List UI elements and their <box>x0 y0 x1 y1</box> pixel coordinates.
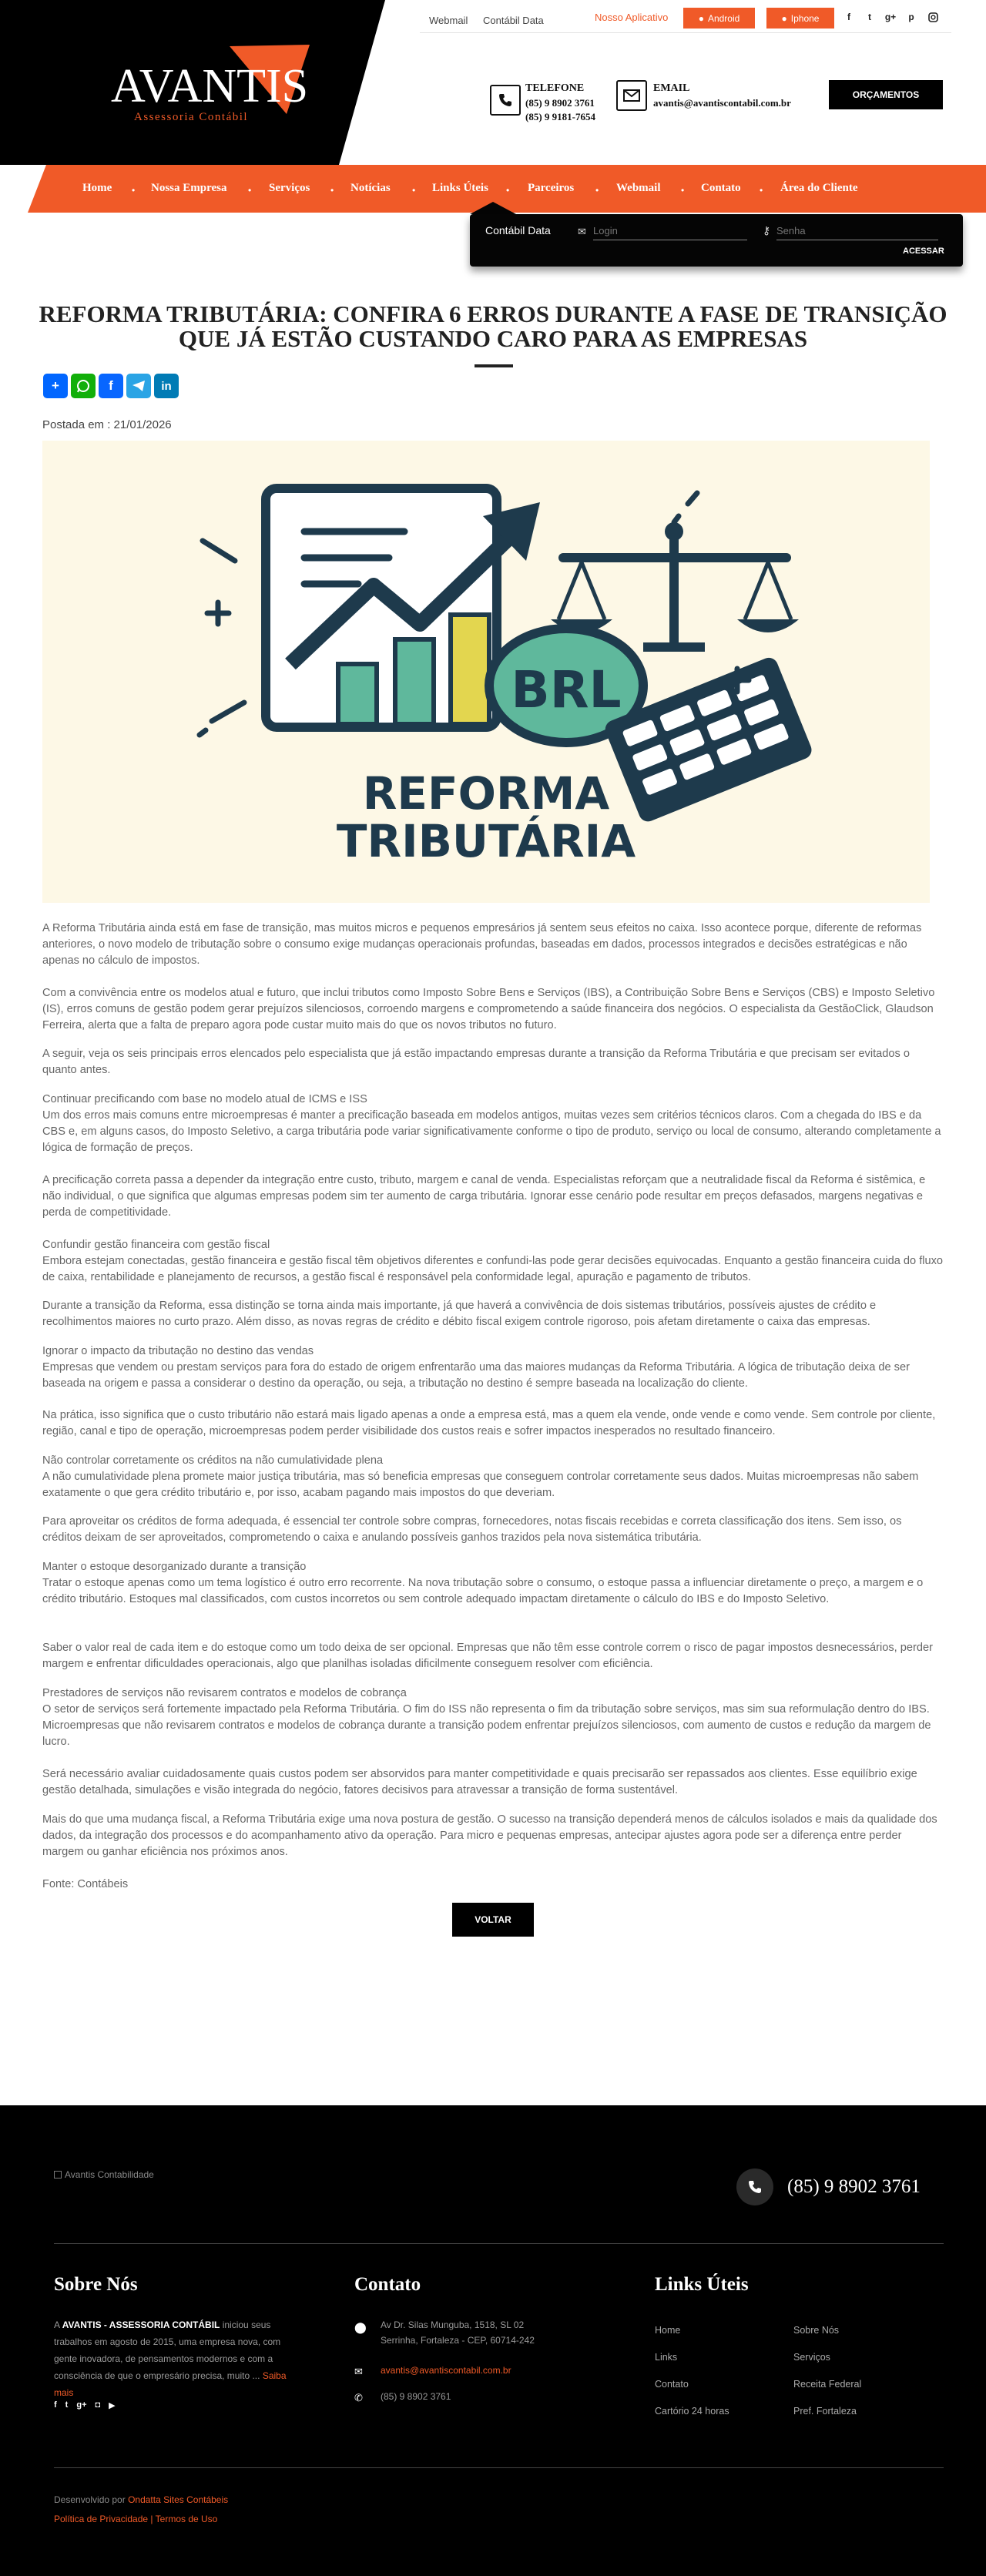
article-paragraph: Durante a transição da Reforma, essa distinção se torna ainda mais importante, já que haverá a convivência de dois sistemas tributários, possíveis ajustes de crédito e recolhimentos maiores no curto prazo. Além disso, as novas regras de crédito e débito fiscal exigem controle rigoroso, pois afetam diretamente o caixa das empresas. <box>42 1300 877 1328</box>
nav-separator: • <box>330 185 334 196</box>
about-brand: AVANTIS - ASSESSORIA CONTÁBIL <box>62 2319 220 2330</box>
nav-parceiros[interactable]: Parceiros <box>528 182 575 194</box>
footer-divider <box>54 2243 944 2244</box>
footer-link-receita-federal[interactable]: Receita Federal <box>793 2379 862 2390</box>
nav-nossa-empresa[interactable]: Nossa Empresa <box>151 182 227 194</box>
legal-separator: | <box>148 2514 156 2524</box>
envelope-icon: ✉ <box>354 2366 363 2377</box>
facebook-share-icon[interactable]: f <box>99 374 123 398</box>
about-body: iniciou seus trabalhos em agosto de 2015, uma empresa nova, com gente inovadora, de pensamentos modernos e com a consciência de que o empresário precisa, muito ... <box>54 2319 281 2381</box>
login-system-label: Contábil Data <box>485 224 551 236</box>
nav-separator: • <box>412 185 416 196</box>
posted-date: Postada em : 21/01/2026 <box>42 418 172 431</box>
legal-links <box>54 2514 217 2524</box>
hero-word-tributaria: TRIBUTÁRIA <box>336 815 636 867</box>
nav-separator: • <box>681 185 685 196</box>
avantis-logo[interactable] <box>108 40 331 132</box>
article-paragraph: Saber o valor real de cada item e do estoque como um todo deixa de ser opcional. Empresas que não têm esse controle correm o risco de pagar impostos desnecessários, perder margem e enfrentar dificuldades operacionais, algo que planilhas isoladas dificilmente conseguem resolver com eficiência. <box>42 1642 933 1670</box>
footer-address-line-2: Serrinha, Fortaleza - CEP, 60714-242 <box>381 2335 535 2346</box>
hero-word-reforma: REFORMA <box>362 767 610 820</box>
android-button[interactable] <box>683 8 755 29</box>
footer-link-pref-fortaleza[interactable]: Pref. Fortaleza <box>793 2406 857 2417</box>
broken-image-icon <box>54 2171 62 2179</box>
app-label: Nosso Aplicativo <box>595 12 669 23</box>
telegram-icon[interactable] <box>126 374 151 398</box>
login-input[interactable] <box>593 222 747 240</box>
nav-separator: • <box>248 185 252 196</box>
android-icon: ● <box>698 12 704 24</box>
nav-home[interactable]: Home <box>82 182 112 194</box>
title-line-1: REFORMA TRIBUTÁRIA: CONFIRA 6 ERROS DURANTE A FASE DE TRANSIÇÃO <box>39 300 947 327</box>
nav-contato[interactable]: Contato <box>701 182 741 194</box>
developer-link[interactable]: Ondatta Sites Contábeis <box>128 2494 229 2505</box>
article-paragraph: Ignorar o impacto da tributação no destino das vendas Empresas que vendem ou prestam serviços para fora do estado de origem enfrentarão uma das maiores mudanças da Reforma Tributária. A lógica de tributação deixa de ser baseada na origem e passa a considerar o destino da operação, ou seja, a tributação no destino é sempre baseada na localização do cliente. <box>42 1345 910 1390</box>
login-caret <box>470 202 516 214</box>
nav-webmail[interactable]: Webmail <box>616 182 661 194</box>
voltar-button[interactable]: VOLTAR <box>452 1903 534 1937</box>
footer <box>0 2105 986 2576</box>
nav-noticias[interactable]: Notícias <box>350 182 391 194</box>
dev-prefix: Desenvolvido por <box>54 2494 129 2505</box>
key-icon: ⚷ <box>763 224 771 236</box>
footer-email[interactable]: avantis@avantiscontabil.com.br <box>381 2365 511 2376</box>
title-line-2: QUE JÁ ESTÃO CUSTANDO CARO PARA AS EMPRESAS <box>178 325 808 352</box>
instagram-icon[interactable]: ◘ <box>95 2400 101 2410</box>
footer-logo[interactable] <box>54 2169 154 2180</box>
footer-phone[interactable]: (85) 9 8902 3761 <box>787 2176 921 2197</box>
youtube-icon[interactable]: ▶ <box>109 2401 116 2410</box>
contabil-data-link[interactable]: Contábil Data <box>483 15 544 26</box>
instagram-icon[interactable] <box>927 11 939 23</box>
article-paragraph: Prestadores de serviços não revisarem contratos e modelos de cobrança O setor de serviços será fortemente impactado pela Reforma Tributária. O fim do ISS não representa o fim da tributação sobre serviços, mas sim sua reformulação dentro do IBS. Microempresas que não revisarem contratos e modelos de cobrança durante a transição podem enfrentar prejuízos silenciosos, com aumento de custos e redução da margem de lucro. <box>42 1687 931 1748</box>
saiba-mais-link[interactable]: Saiba mais <box>54 2370 287 2398</box>
nav-servicos[interactable]: Serviços <box>269 182 310 194</box>
article-paragraph: A seguir, veja os seis principais erros elencados pelo especialista que já estão impactando empresas durante a transição da Reforma Tributária e que precisam ser evitados o quanto antes. <box>42 1048 910 1076</box>
about-prefix: A <box>54 2319 62 2330</box>
article-paragraph: A Reforma Tributária ainda está em fase de transição, mas muitos micros e pequenos empresários já sentem seus efeitos no caixa. Isso acontece porque, diferente de reformas anteriores, o novo modelo de tributação sobre o consumo exige mudanças operacionais profundas, baseadas em dados, processos integrados e decisões estratégicas e não apenas no cálculo de impostos. <box>42 922 922 967</box>
article-source: Fonte: Contábeis <box>42 1878 129 1890</box>
google-plus-icon[interactable]: g+ <box>76 2400 87 2410</box>
email-label: EMAIL <box>653 82 690 94</box>
footer-link-home[interactable]: Home <box>655 2325 681 2336</box>
footer-social-icons <box>54 2400 116 2410</box>
article-paragraph: Com a convivência entre os modelos atual e futuro, que inclui tributos como Imposto Sobre Bens e Serviços (IBS), a Contribuição Sobre Bens e Serviços (CBS) e Imposto Seletivo (IS), erros comuns de gestão podem gerar prejuízos silenciosos, corroendo margens e comprometendo a saúde financeira dos negócios. O especialista da GestãoClick, Glaudson Ferreira, alerta que a falta de preparo agora pode custar muito mais do que os novos tributos no futuro. <box>42 987 935 1031</box>
acessar-button[interactable]: ACESSAR <box>903 247 944 256</box>
article-paragraph: Manter o estoque desorganizado durante a transição Tratar o estoque apenas como um tema logístico é outro erro recorrente. Na nova tributação sobre o consumo, o estoque passa a influenciar diretamente o preço, a margem e o crédito tributário. Estoques mal classificados, com custos incorretos ou sem controle adequado impactam diretamente o cálculo do IBS e do Imposto Seletivo. <box>42 1561 924 1605</box>
twitter-icon[interactable]: t <box>868 12 871 22</box>
hero-image <box>42 441 930 903</box>
iphone-label: Iphone <box>790 12 820 24</box>
logo-subtitle: Assessoria Contábil <box>134 111 249 123</box>
phone-label: TELEFONE <box>525 82 585 94</box>
footer-logo-alt: Avantis Contabilidade <box>65 2169 154 2180</box>
article-paragraph: Será necessário avaliar cuidadosamente quais custos podem ser absorvidos para manter competitividade e quais precisarão ser repassados aos clientes. Esse equilíbrio exige gestão detalhada, simulações e visão integrada do negócio, fatores decisivos para atravessar a transição de forma sustentável. <box>42 1768 917 1796</box>
footer-link-sobre-nos[interactable]: Sobre Nós <box>793 2325 840 2336</box>
pinterest-icon[interactable]: p <box>908 12 914 22</box>
linkedin-icon[interactable]: in <box>154 374 179 398</box>
orcamentos-button[interactable]: ORÇAMENTOS <box>829 80 943 109</box>
twitter-icon[interactable]: t <box>65 2400 69 2410</box>
privacy-policy-link[interactable]: Política de Privacidade <box>54 2514 149 2524</box>
hero-currency-text: BRL <box>511 660 622 719</box>
webmail-link[interactable]: Webmail <box>429 15 468 26</box>
nav-separator: • <box>760 185 763 196</box>
whatsapp-icon[interactable] <box>71 374 96 398</box>
nav-separator: • <box>595 185 599 196</box>
terms-of-use-link[interactable]: Termos de Uso <box>155 2514 218 2524</box>
footer-links-title: Links Úteis <box>655 2274 749 2295</box>
google-plus-icon[interactable]: g+ <box>884 12 897 22</box>
footer-link-servicos[interactable]: Serviços <box>793 2352 830 2363</box>
envelope-icon: ✉ <box>578 226 586 237</box>
phone-icon: ✆ <box>354 2392 363 2403</box>
phone-icon <box>490 85 521 116</box>
login-panel <box>470 214 963 267</box>
map-pin-icon: ⬤ <box>354 2321 367 2333</box>
phone-number-1[interactable]: (85) 9 8902 3761 <box>525 97 595 109</box>
top-divider <box>420 32 951 33</box>
article-paragraph: Continuar precificando com base no modelo atual de ICMS e ISS Um dos erros mais comuns entre microempresas é manter a precificação baseada em modelos antigos, muitas vezes sem critérios técnicos claros. Com a chegada do IBS e da CBS e, em alguns casos, do Imposto Seletivo, a carga tributária pode variar significativamente conforme o tipo de produto, serviço ou local de consumo, alterando completamente a lógica de formação de preços. <box>42 1093 941 1154</box>
footer-address-line-1: Av Dr. Silas Munguba, 1518, SL 02 <box>381 2319 525 2330</box>
android-label: Android <box>707 12 740 24</box>
article-paragraph: A precificação correta passa a depender da integração entre custo, tributo, margem e canal de venda. Especialistas reforçam que a neutralidade fiscal da Reforma é sistêmica, e não individual, o que significa que algumas empresas podem sim ter aumento de carga tributária. Ignorar esse cenário pode resultar em preços defasados, margens negativas e perda de competitividade. <box>42 1174 926 1219</box>
email-icon <box>616 80 647 111</box>
footer-contact-title: Contato <box>354 2274 421 2295</box>
article-title <box>39 302 947 351</box>
facebook-icon[interactable]: f <box>54 2400 57 2410</box>
footer-link-links[interactable]: Links <box>655 2352 678 2363</box>
article-paragraph: Para aproveitar os créditos de forma adequada, é essencial ter controle sobre compras, fornecedores, notas fiscais recebidas e correta classificação dos itens. Sem isso, os créditos deixam de ser aproveitados, comprometendo o caixa e anulando possíveis ganhos trazidos pela nova sistemática tributária. <box>42 1515 902 1544</box>
footer-phone-small[interactable]: (85) 9 8902 3761 <box>381 2391 451 2402</box>
article-paragraph: Confundir gestão financeira com gestão fiscal Embora estejam conectadas, gestão financeira e gestão fiscal têm objetivos diferentes e confundi-las pode gerar decisões equivocadas. Enquanto a gestão financeira cuida do fluxo de caixa, rentabilidade e planejamento de recursos, a gestão fiscal é responsável pela conformidade legal, apuração e pagamento de tributos. <box>42 1239 944 1283</box>
footer-about-text <box>54 2316 300 2401</box>
article-paragraph: Na prática, isso significa que o custo tributário não estará mais ligado apenas a onde a empresa está, mas a quem ela vende, onde vende e como vende. Sem controle por cliente, região, canal e tipo de operação, microempresas podem perder visibilidade dos custos reais e sofrer impactos inesperados no resultado financeiro. <box>42 1409 936 1437</box>
iphone-button[interactable] <box>766 8 834 29</box>
email-address[interactable]: avantis@avantiscontabil.com.br <box>653 97 791 109</box>
nav-links-uteis[interactable]: Links Úteis <box>432 182 488 194</box>
share-icon[interactable]: + <box>43 374 68 398</box>
developer-credit <box>54 2494 228 2505</box>
phone-number-2[interactable]: (85) 9 9181-7654 <box>525 111 595 122</box>
nav-separator: • <box>132 185 136 196</box>
nav-separator: • <box>506 185 510 196</box>
footer-divider <box>54 2467 944 2468</box>
article-paragraph: Mais do que uma mudança fiscal, a Reforma Tributária exige uma nova postura de gestão. O sucesso na transição dependerá menos de cálculos isolados e mais da qualidade dos dados, da integração dos processos e do acompanhamento ativo da operação. Para micro e pequenas empresas, antecipar ajustes agora pode ser a diferença entre perder margem ou ganhar eficiência nos próximos anos. <box>42 1813 937 1858</box>
logo-brand-text: AVANTIS <box>111 60 309 112</box>
facebook-icon[interactable]: f <box>847 12 850 22</box>
apple-icon: ● <box>781 12 787 24</box>
footer-phone-icon <box>736 2168 773 2205</box>
footer-about-title: Sobre Nós <box>54 2274 138 2295</box>
password-input[interactable] <box>776 222 938 240</box>
footer-link-contato[interactable]: Contato <box>655 2379 689 2390</box>
article-paragraph: Não controlar corretamente os créditos na não cumulatividade plena A não cumulatividade plena promete maior justiça tributária, mas só beneficia empresas que conseguem controlar corretamente seus dados. Muitas microempresas não sabem exatamente o que gera crédito tributário e, por isso, acabam pagando mais impostos do que deveriam. <box>42 1454 919 1499</box>
title-underline <box>475 364 513 367</box>
nav-area-do-cliente[interactable]: Área do Cliente <box>780 182 858 194</box>
footer-link-cartorio[interactable]: Cartório 24 horas <box>655 2406 729 2417</box>
